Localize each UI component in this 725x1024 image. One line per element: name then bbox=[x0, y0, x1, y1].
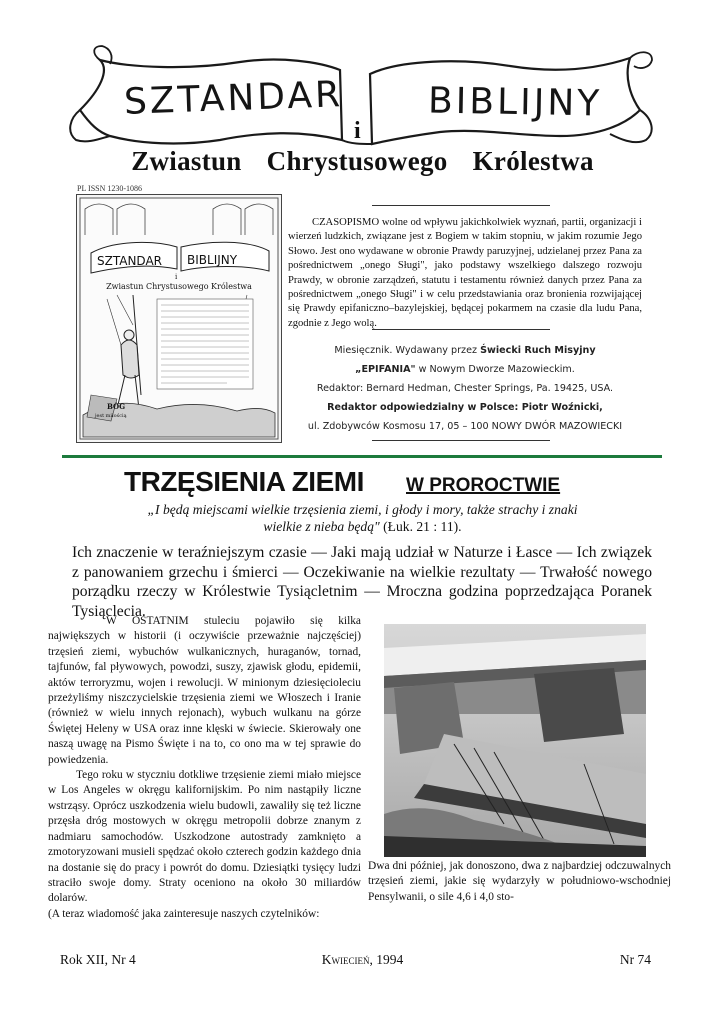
publisher-prefix: Miesięcznik. Wydawany przez bbox=[334, 345, 481, 356]
cover-subtitle: Zwiastun Chrystusowego Królestwa bbox=[106, 282, 252, 291]
cover-title-left: SZTANDAR bbox=[97, 254, 162, 268]
cover-title-connector: i bbox=[175, 273, 178, 281]
article-headline-sub: W PROROCTWIE bbox=[406, 475, 561, 496]
footer-issue-number: Nr 74 bbox=[619, 952, 651, 967]
scripture-quote bbox=[140, 501, 585, 535]
article-headline: TRZĘSIENIA ZIEMI bbox=[124, 466, 364, 497]
publisher-line bbox=[290, 341, 640, 360]
body-paragraph: (A teraz wiadomość jaka zainteresuje naszych czytelników: bbox=[48, 907, 320, 920]
publisher-location-line bbox=[290, 360, 640, 379]
editor-line: Redaktor: Bernard Hedman, Chester Springs, Pa. 19425, USA. bbox=[316, 383, 614, 394]
address-line: ul. Zdobywców Kosmosu 17, 05 – 100 NOWY DWÓR MAZOWIECKI bbox=[307, 421, 623, 432]
article-summary: Ich znaczenie w teraźniejszym czasie — Jaki mają udział w Naturze i Łasce — Ich związek z panowaniem grzechu i śmierci — Oczekiwanie na wielkie rezultaty — Trwałość nowego porządku rzeczy w Królestwie Tysiącletnim — Mroczna godzina poprzedzająca Poranek Tysiąclecia. bbox=[72, 544, 652, 620]
cover-badge-sub: jest miłością bbox=[95, 413, 127, 419]
editor-poland-line: Redaktor odpowiedzialny w Polsce: Piotr Woźnicki, bbox=[327, 402, 603, 413]
body-paragraph: W OSTATNIM stuleciu pojawiło się kilka największych w historii (i oczywiście przeważnie najczęściej) trzęsień ziemi, wybuchów wulkanicznych, huraganów, tornad, tajfunów, fal pływowych, powodzi, suszy, zjawisk głodu, epidemii, aktów terroryzmu, wojen i rewolucji. W minionym dziesięcioleciu przeżyliśmy niszczycielskie trzęsienia ziemi we Włoszech i Iranie (również w wielu innych rejonach), wybuch wulkanu na górze Świętej Heleny w USA oraz inne klęski w świecie. Skierowały one naszą uwagę na Pismo Święte i na to, co ono ma w tej sprawie do powiedzenia. bbox=[48, 615, 361, 766]
earthquake-photo bbox=[384, 624, 646, 857]
cover-illustration bbox=[77, 195, 281, 442]
masthead-subtitle: Zwiastun Chrystusowego Królestwa bbox=[131, 146, 594, 176]
photo-caption: Dwa dni później, jak donoszono, dwa z najbardziej odczuwalnych trzęsień ziemi, jakie się wydarzyły w południowo-wschodniej Pensylwanii, o sile 4,6 i 4,0 sto- bbox=[368, 860, 671, 903]
publisher-name: Świecki Ruch Misyjny bbox=[480, 345, 596, 356]
quote-text: „I będą miejscami wielkie trzęsienia ziemi, i głody i mory, także strachy i znaki wielkie z nieba będą" bbox=[147, 502, 578, 534]
cover-thumbnail bbox=[76, 194, 282, 443]
divider bbox=[372, 440, 550, 441]
divider bbox=[372, 329, 550, 330]
article-body bbox=[48, 614, 361, 922]
section-divider bbox=[62, 455, 662, 458]
collapsed-bridge-image bbox=[384, 624, 646, 857]
cover-badge: BÓG bbox=[107, 402, 126, 411]
masthead-connector: i bbox=[354, 118, 361, 144]
footer-date: Kwiecień, 1994 bbox=[321, 952, 404, 967]
publisher-location: w Nowym Dworze Mazowieckim. bbox=[415, 364, 575, 375]
issn-number: PL ISSN 1230-1086 bbox=[77, 184, 143, 193]
cover-title-right: BIBLIJNY bbox=[187, 253, 238, 267]
banner-title-right: BIBLIJNY bbox=[427, 80, 603, 125]
footer-volume: Rok XII, Nr 4 bbox=[60, 952, 136, 967]
quote-reference: (Łuk. 21 : 11). bbox=[379, 519, 462, 534]
divider bbox=[372, 205, 550, 206]
about-paragraph: CZASOPISMO wolne od wpływu jakichkolwiek wyznań, partii, organizacji i wierzeń ludzkich, związane jest z Bogiem w takim stopniu, w jakim rozumie Jego Słowo. Jest ono wydawane w obronie Prawdy paruzyjnej, udzielanej przez Pana za pośrednictwem „onego Sługi", jako podstawy wszelkiego dalszego rozwoju Prawdy, w obronie zarządzeń, statutu i testamentu również danych przez Pana za pośrednictwem „onego Sługi" i w celu przedstawiania oraz bronienia rozwijającej się Prawdy epifaniczno–bazylejskiej, będącej pokarmem na czasie dla ludu Pana, zgodnie z Jego wolą. bbox=[288, 217, 642, 329]
banner-title-left: SZTANDAR bbox=[123, 74, 344, 123]
body-paragraph: Tego roku w styczniu dotkliwe trzęsienie ziemi miało miejsce w Los Angeles w okręgu kalifornijskim. Po nim nastąpiły liczne wstrząsy. Oprócz uszkodzenia wielu budowli, zawaliły się też liczne przęsła dróg mostowych w okręgu metropolii dobrze znanym z nadmiaru samochodów. Uszkodzone autostrady zamknięto a zmotoryzowani musieli spędzać około czterech godzin każdego dnia na dostanie się do pracy i powrót do domu. Dziesiątki tysięcy ludzi straciło swoje domy. Straty oceniono na około 30 miliardów dolarów. bbox=[48, 769, 361, 905]
publisher-org: „EPIFANIA" bbox=[355, 364, 416, 375]
